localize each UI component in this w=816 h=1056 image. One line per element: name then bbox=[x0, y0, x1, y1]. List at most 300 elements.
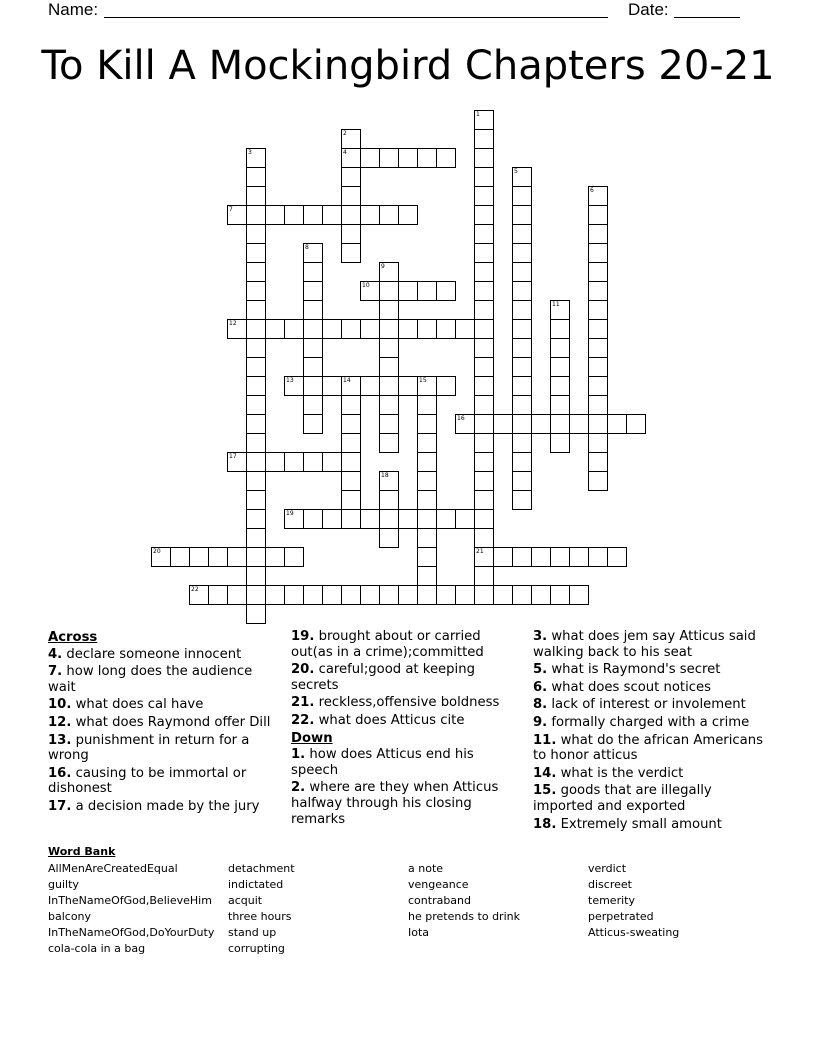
grid-cell[interactable] bbox=[436, 148, 456, 168]
grid-cell[interactable] bbox=[246, 224, 266, 244]
grid-cell[interactable] bbox=[512, 414, 532, 434]
grid-cell[interactable] bbox=[379, 528, 399, 548]
grid-cell[interactable] bbox=[417, 433, 437, 453]
grid-cell[interactable] bbox=[493, 585, 513, 605]
grid-cell[interactable] bbox=[417, 490, 437, 510]
clue-number: 22. bbox=[291, 712, 315, 728]
grid-cell[interactable] bbox=[436, 376, 456, 396]
clue bbox=[291, 747, 511, 778]
grid-cell[interactable] bbox=[341, 319, 361, 339]
word-bank-item: indictated bbox=[228, 878, 284, 891]
word-bank-item: AllMenAreCreatedEqual bbox=[48, 862, 178, 875]
clue-number: 1 bbox=[476, 111, 480, 118]
clue-text: where are they when Atticus halfway through his closing remarks bbox=[291, 780, 499, 827]
clue bbox=[533, 766, 773, 782]
grid-cell[interactable] bbox=[360, 509, 380, 529]
word-bank-item: contraband bbox=[408, 894, 472, 907]
grid-cell[interactable] bbox=[512, 281, 532, 301]
grid-cell[interactable] bbox=[512, 338, 532, 358]
grid-cell[interactable] bbox=[417, 566, 437, 586]
grid-cell[interactable] bbox=[588, 471, 608, 491]
grid-cell[interactable] bbox=[474, 281, 494, 301]
grid-cell[interactable] bbox=[398, 376, 418, 396]
grid-cell[interactable] bbox=[474, 395, 494, 415]
grid-cell[interactable] bbox=[512, 300, 532, 320]
clue-text: what does Raymond offer Dill bbox=[75, 714, 271, 730]
clue-number: 9. bbox=[533, 714, 548, 730]
word-bank-list bbox=[48, 861, 768, 961]
word-bank-item: he pretends to drink bbox=[408, 910, 520, 923]
grid-cell[interactable] bbox=[303, 509, 323, 529]
grid-cell[interactable] bbox=[379, 148, 399, 168]
grid-cell[interactable] bbox=[303, 376, 323, 396]
grid-cell[interactable] bbox=[588, 357, 608, 377]
grid-cell[interactable] bbox=[436, 319, 456, 339]
grid-cell[interactable] bbox=[474, 205, 494, 225]
grid-cell[interactable] bbox=[341, 186, 361, 206]
grid-cell[interactable] bbox=[360, 319, 380, 339]
grid-cell[interactable] bbox=[246, 471, 266, 491]
grid-cell[interactable] bbox=[246, 319, 266, 339]
clue-number: 8. bbox=[533, 697, 548, 713]
grid-cell[interactable] bbox=[550, 319, 570, 339]
grid-cell[interactable] bbox=[322, 376, 342, 396]
grid-cell[interactable] bbox=[512, 471, 532, 491]
clue bbox=[533, 817, 773, 833]
grid-cell[interactable] bbox=[588, 243, 608, 263]
grid-cell[interactable] bbox=[550, 357, 570, 377]
grid-cell[interactable] bbox=[512, 585, 532, 605]
grid-cell[interactable] bbox=[474, 357, 494, 377]
grid-cell[interactable] bbox=[588, 281, 608, 301]
grid-cell[interactable] bbox=[436, 281, 456, 301]
grid-cell[interactable] bbox=[550, 395, 570, 415]
grid-cell[interactable] bbox=[512, 547, 532, 567]
grid-cell[interactable] bbox=[588, 205, 608, 225]
word-bank-item: a note bbox=[408, 862, 444, 875]
grid-cell[interactable] bbox=[417, 471, 437, 491]
grid-cell[interactable] bbox=[284, 205, 304, 225]
grid-cell[interactable] bbox=[474, 433, 494, 453]
clue-text: reckless,offensive boldness bbox=[318, 695, 500, 711]
grid-cell[interactable] bbox=[341, 205, 361, 225]
grid-cell[interactable] bbox=[284, 547, 304, 567]
grid-cell[interactable] bbox=[474, 300, 494, 320]
grid-cell[interactable] bbox=[360, 585, 380, 605]
clues-column-1 bbox=[48, 629, 278, 817]
grid-cell[interactable] bbox=[360, 376, 380, 396]
clue-number: 21 bbox=[476, 548, 484, 555]
grid-cell[interactable] bbox=[189, 547, 209, 567]
grid-cell[interactable] bbox=[246, 167, 266, 187]
grid-cell[interactable] bbox=[246, 376, 266, 396]
clue-text: punishment in return for a wrong bbox=[48, 732, 250, 764]
grid-cell[interactable] bbox=[474, 471, 494, 491]
grid-cell[interactable] bbox=[474, 338, 494, 358]
grid-cell[interactable] bbox=[474, 376, 494, 396]
clue bbox=[533, 680, 773, 696]
grid-cell[interactable] bbox=[512, 452, 532, 472]
grid-cell[interactable] bbox=[512, 490, 532, 510]
grid-cell[interactable] bbox=[303, 357, 323, 377]
clue bbox=[291, 695, 511, 711]
grid-cell[interactable] bbox=[436, 509, 456, 529]
grid-cell[interactable] bbox=[569, 547, 589, 567]
grid-cell[interactable] bbox=[303, 338, 323, 358]
word-bank-item: stand up bbox=[228, 926, 277, 939]
grid-cell[interactable] bbox=[455, 319, 475, 339]
grid-cell[interactable] bbox=[474, 509, 494, 529]
grid-cell[interactable] bbox=[550, 414, 570, 434]
word-bank bbox=[48, 845, 768, 961]
grid-cell[interactable] bbox=[284, 319, 304, 339]
clue-number: 8 bbox=[305, 244, 309, 251]
clue bbox=[533, 783, 773, 814]
clue-text: what does scout notices bbox=[551, 679, 711, 695]
clue-number: 15. bbox=[533, 783, 557, 799]
grid-cell[interactable] bbox=[379, 376, 399, 396]
grid-cell[interactable] bbox=[512, 395, 532, 415]
grid-cell[interactable] bbox=[246, 205, 266, 225]
grid-cell[interactable] bbox=[455, 509, 475, 529]
clue-number: 7 bbox=[229, 206, 233, 213]
grid-cell[interactable] bbox=[322, 319, 342, 339]
clue-number: 12 bbox=[229, 320, 237, 327]
grid-cell[interactable] bbox=[303, 585, 323, 605]
clue-number: 20 bbox=[153, 548, 161, 555]
grid-cell[interactable] bbox=[531, 414, 551, 434]
clue-number: 12. bbox=[48, 714, 72, 730]
grid-cell[interactable] bbox=[246, 395, 266, 415]
grid-cell[interactable] bbox=[265, 585, 285, 605]
clue-number: 5. bbox=[533, 662, 548, 678]
grid-cell[interactable] bbox=[588, 319, 608, 339]
grid-cell[interactable] bbox=[588, 395, 608, 415]
clues-column-3 bbox=[533, 629, 773, 834]
grid-cell[interactable] bbox=[626, 414, 646, 434]
grid-cell[interactable] bbox=[246, 547, 266, 567]
clue-text: declare someone innocent bbox=[66, 646, 242, 662]
word-bank-item: Iota bbox=[408, 926, 430, 939]
clue-number: 20. bbox=[291, 662, 315, 678]
grid-cell[interactable] bbox=[246, 509, 266, 529]
word-bank-item: guilty bbox=[48, 878, 79, 891]
grid-cell[interactable] bbox=[474, 414, 494, 434]
clue-number: 3 bbox=[248, 149, 252, 156]
grid-cell[interactable] bbox=[550, 338, 570, 358]
grid-cell[interactable] bbox=[379, 338, 399, 358]
grid-cell[interactable] bbox=[474, 148, 494, 168]
clue bbox=[48, 799, 278, 815]
clue-number: 7. bbox=[48, 664, 63, 680]
grid-cell[interactable] bbox=[379, 433, 399, 453]
grid-cell[interactable] bbox=[417, 547, 437, 567]
grid-cell[interactable] bbox=[474, 129, 494, 149]
clue-number: 11 bbox=[552, 301, 560, 308]
grid-cell[interactable] bbox=[341, 433, 361, 453]
grid-cell[interactable] bbox=[512, 376, 532, 396]
grid-cell[interactable] bbox=[379, 205, 399, 225]
grid-cell[interactable] bbox=[322, 509, 342, 529]
clue-text: what does cal have bbox=[75, 697, 204, 713]
grid-cell[interactable] bbox=[417, 414, 437, 434]
down-heading: Down bbox=[291, 730, 333, 746]
grid-cell[interactable] bbox=[246, 281, 266, 301]
grid-cell[interactable] bbox=[341, 224, 361, 244]
grid-cell[interactable] bbox=[246, 357, 266, 377]
grid-cell[interactable] bbox=[569, 585, 589, 605]
grid-cell[interactable] bbox=[284, 452, 304, 472]
grid-cell[interactable] bbox=[265, 319, 285, 339]
grid-cell[interactable] bbox=[588, 376, 608, 396]
clue-text: how long does the audience wait bbox=[48, 664, 253, 695]
clue bbox=[48, 715, 278, 731]
clue-text: what does Atticus cite bbox=[318, 712, 465, 728]
clue-text: what do the african Americans to honor atticus bbox=[533, 732, 763, 764]
clue-text: Extremely small amount bbox=[560, 816, 722, 832]
grid-cell[interactable] bbox=[550, 585, 570, 605]
grid-cell[interactable] bbox=[341, 509, 361, 529]
grid-cell[interactable] bbox=[227, 585, 247, 605]
grid-cell[interactable] bbox=[208, 585, 228, 605]
grid-cell[interactable] bbox=[493, 547, 513, 567]
clue-number: 15 bbox=[419, 377, 427, 384]
grid-cell[interactable] bbox=[531, 585, 551, 605]
grid-cell[interactable] bbox=[474, 585, 494, 605]
clues-column-2 bbox=[291, 629, 511, 829]
clue-text: how does Atticus end his speech bbox=[291, 747, 474, 778]
grid-cell[interactable] bbox=[417, 452, 437, 472]
grid-cell[interactable] bbox=[512, 262, 532, 282]
grid-cell[interactable] bbox=[474, 243, 494, 263]
clue bbox=[533, 629, 773, 660]
grid-cell[interactable] bbox=[417, 319, 437, 339]
grid-cell[interactable] bbox=[341, 167, 361, 187]
clue-text: what does jem say Atticus said walking back to his seat bbox=[533, 629, 756, 660]
grid-cell[interactable] bbox=[512, 243, 532, 263]
grid-cell[interactable] bbox=[588, 338, 608, 358]
grid-cell[interactable] bbox=[531, 547, 551, 567]
grid-cell[interactable] bbox=[379, 585, 399, 605]
grid-cell[interactable] bbox=[341, 452, 361, 472]
grid-cell[interactable] bbox=[303, 205, 323, 225]
grid-cell[interactable] bbox=[398, 281, 418, 301]
grid-cell[interactable] bbox=[303, 414, 323, 434]
clue bbox=[533, 715, 773, 731]
word-bank-item: three hours bbox=[228, 910, 292, 923]
grid-cell[interactable] bbox=[379, 319, 399, 339]
grid-cell[interactable] bbox=[170, 547, 190, 567]
grid-cell[interactable] bbox=[588, 300, 608, 320]
grid-cell[interactable] bbox=[417, 585, 437, 605]
grid-cell[interactable] bbox=[607, 414, 627, 434]
grid-cell[interactable] bbox=[303, 452, 323, 472]
grid-cell[interactable] bbox=[550, 433, 570, 453]
clue-text: lack of interest or involement bbox=[551, 697, 746, 713]
clue-number: 16 bbox=[457, 415, 465, 422]
clue-number: 19. bbox=[291, 629, 315, 644]
clue-number: 6. bbox=[533, 679, 548, 695]
clue-text: brought about or carried out(as in a crime);committed bbox=[291, 629, 484, 660]
clue-number: 2. bbox=[291, 780, 306, 796]
grid-cell[interactable] bbox=[474, 319, 494, 339]
grid-cell[interactable] bbox=[341, 243, 361, 263]
grid-cell[interactable] bbox=[360, 148, 380, 168]
grid-cell[interactable] bbox=[246, 452, 266, 472]
grid-cell[interactable] bbox=[360, 205, 380, 225]
grid-cell[interactable] bbox=[246, 566, 266, 586]
grid-cell[interactable] bbox=[265, 547, 285, 567]
grid-cell[interactable] bbox=[303, 319, 323, 339]
grid-cell[interactable] bbox=[265, 205, 285, 225]
across-heading: Across bbox=[48, 630, 98, 645]
grid-cell[interactable] bbox=[550, 376, 570, 396]
grid-cell[interactable] bbox=[398, 585, 418, 605]
grid-cell[interactable] bbox=[246, 186, 266, 206]
clue-number: 18 bbox=[381, 472, 389, 479]
grid-cell[interactable] bbox=[550, 547, 570, 567]
grid-cell[interactable] bbox=[265, 452, 285, 472]
clue-number: 1. bbox=[291, 747, 306, 763]
clue-text: what is the verdict bbox=[560, 765, 684, 781]
clue-number: 14 bbox=[343, 377, 351, 384]
grid-cell[interactable] bbox=[341, 471, 361, 491]
word-bank-title: Word Bank bbox=[48, 845, 116, 858]
word-bank-item: verdict bbox=[588, 862, 627, 875]
clue-text: formally charged with a crime bbox=[551, 714, 750, 730]
clue bbox=[533, 733, 773, 764]
grid-cell[interactable] bbox=[284, 585, 304, 605]
grid-cell[interactable] bbox=[569, 414, 589, 434]
grid-cell[interactable] bbox=[246, 338, 266, 358]
grid-cell[interactable] bbox=[227, 547, 247, 567]
grid-cell[interactable] bbox=[379, 490, 399, 510]
grid-cell[interactable] bbox=[303, 262, 323, 282]
clue bbox=[533, 662, 773, 678]
grid-cell[interactable] bbox=[246, 604, 266, 624]
clue-text: a decision made by the jury bbox=[75, 798, 260, 814]
clue-number: 10 bbox=[362, 282, 370, 289]
grid-cell[interactable] bbox=[398, 319, 418, 339]
grid-cell[interactable] bbox=[512, 433, 532, 453]
clue-number: 2 bbox=[343, 130, 347, 137]
date-label: Date: bbox=[628, 0, 669, 19]
grid-cell[interactable] bbox=[474, 224, 494, 244]
grid-cell[interactable] bbox=[455, 585, 475, 605]
grid-cell[interactable] bbox=[303, 300, 323, 320]
grid-cell[interactable] bbox=[398, 148, 418, 168]
grid-cell[interactable] bbox=[246, 490, 266, 510]
clue bbox=[48, 766, 278, 797]
word-bank-item: InTheNameOfGod,DoYourDuty bbox=[48, 926, 215, 939]
grid-cell[interactable] bbox=[417, 281, 437, 301]
grid-cell[interactable] bbox=[474, 490, 494, 510]
clue-number: 22 bbox=[191, 586, 199, 593]
clue-number: 4 bbox=[343, 149, 347, 156]
clue-number: 17. bbox=[48, 798, 72, 814]
grid-cell[interactable] bbox=[341, 395, 361, 415]
grid-cell[interactable] bbox=[588, 262, 608, 282]
grid-cell[interactable] bbox=[379, 281, 399, 301]
grid-cell[interactable] bbox=[303, 281, 323, 301]
grid-cell[interactable] bbox=[417, 148, 437, 168]
clue bbox=[291, 629, 511, 660]
clue-number: 9 bbox=[381, 263, 385, 270]
grid-cell[interactable] bbox=[474, 528, 494, 548]
grid-cell[interactable] bbox=[474, 167, 494, 187]
grid-cell[interactable] bbox=[474, 186, 494, 206]
grid-cell[interactable] bbox=[379, 395, 399, 415]
grid-cell[interactable] bbox=[417, 395, 437, 415]
grid-cell[interactable] bbox=[379, 357, 399, 377]
grid-cell[interactable] bbox=[512, 224, 532, 244]
grid-cell[interactable] bbox=[417, 509, 437, 529]
clue-number: 13 bbox=[286, 377, 294, 384]
grid-cell[interactable] bbox=[512, 186, 532, 206]
grid-cell[interactable] bbox=[246, 300, 266, 320]
grid-cell[interactable] bbox=[398, 205, 418, 225]
grid-cell[interactable] bbox=[493, 414, 513, 434]
clue-number: 13. bbox=[48, 732, 72, 748]
grid-cell[interactable] bbox=[246, 433, 266, 453]
grid-cell[interactable] bbox=[512, 357, 532, 377]
grid-cell[interactable] bbox=[398, 509, 418, 529]
grid-cell[interactable] bbox=[341, 490, 361, 510]
grid-cell[interactable] bbox=[303, 395, 323, 415]
grid-cell[interactable] bbox=[474, 452, 494, 472]
grid-cell[interactable] bbox=[588, 433, 608, 453]
grid-cell[interactable] bbox=[474, 262, 494, 282]
grid-cell[interactable] bbox=[379, 300, 399, 320]
grid-cell[interactable] bbox=[341, 585, 361, 605]
grid-cell[interactable] bbox=[588, 547, 608, 567]
word-bank-item: cola-cola in a bag bbox=[48, 942, 146, 955]
clue-number: 17 bbox=[229, 453, 237, 460]
clue bbox=[291, 662, 511, 693]
grid-cell[interactable] bbox=[322, 205, 342, 225]
grid-cell[interactable] bbox=[379, 509, 399, 529]
clue-number: 14. bbox=[533, 765, 557, 781]
grid-cell[interactable] bbox=[417, 528, 437, 548]
grid-cell[interactable] bbox=[322, 452, 342, 472]
grid-cell[interactable] bbox=[607, 547, 627, 567]
grid-cell[interactable] bbox=[246, 243, 266, 263]
grid-cell[interactable] bbox=[246, 262, 266, 282]
grid-cell[interactable] bbox=[246, 414, 266, 434]
grid-cell[interactable] bbox=[512, 319, 532, 339]
clue-number: 18. bbox=[533, 816, 557, 832]
grid-cell[interactable] bbox=[436, 585, 456, 605]
word-bank-item: temerity bbox=[588, 894, 635, 907]
clue-number: 19 bbox=[286, 510, 294, 517]
word-bank-item: detachment bbox=[228, 862, 295, 875]
name-label: Name: bbox=[48, 0, 99, 19]
grid-cell[interactable] bbox=[588, 224, 608, 244]
grid-cell[interactable] bbox=[208, 547, 228, 567]
clue bbox=[48, 664, 278, 695]
grid-cell[interactable] bbox=[512, 205, 532, 225]
grid-cell[interactable] bbox=[246, 585, 266, 605]
grid-cell[interactable] bbox=[341, 414, 361, 434]
grid-cell[interactable] bbox=[588, 452, 608, 472]
word-bank-item: balcony bbox=[48, 910, 92, 923]
grid-cell[interactable] bbox=[474, 566, 494, 586]
clue-text: what is Raymond's secret bbox=[551, 662, 721, 678]
grid-cell[interactable] bbox=[322, 585, 342, 605]
grid-cell[interactable] bbox=[379, 414, 399, 434]
grid-cell[interactable] bbox=[588, 414, 608, 434]
grid-cell[interactable] bbox=[246, 528, 266, 548]
